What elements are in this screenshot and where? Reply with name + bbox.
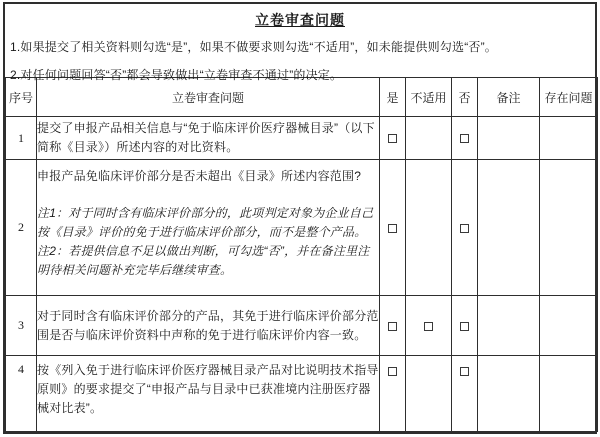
row-number: 2 xyxy=(6,160,37,296)
question-note-1: 注1：对于同时含有临床评价部分的，此项判定对象为企业自己按《目录》评价的免于进行临床评价部分，而不是整个产品。 xyxy=(37,206,374,239)
na-cell xyxy=(406,117,452,160)
no-cell xyxy=(452,117,478,160)
question-paragraph: 对于同时含有临床评价部分的产品，其免于进行临床评价部分范围是否与临床评价资料中声称的免于进行临床评价内容一致。 xyxy=(37,308,379,342)
no-cell xyxy=(452,296,478,356)
page-title: 立卷审查问题 xyxy=(255,12,345,28)
remark-cell xyxy=(478,117,540,160)
remark-cell xyxy=(478,356,540,432)
question-paragraph: 按《列入免于进行临床评价医疗器械目录产品对比说明技术指导原则》的要求提交了“申报产品与目录中已获准境内注册医疗器械对比表”。 xyxy=(37,363,379,415)
remark-cell xyxy=(478,160,540,296)
instruction-note-2: 2.对任何问题回答“否”都会导致做出“立卷审查不通过”的决定。 xyxy=(10,68,343,82)
issues-cell xyxy=(540,356,598,432)
na-checkbox[interactable] xyxy=(424,322,433,331)
question-text xyxy=(37,296,380,356)
header-na: 不适用 xyxy=(406,78,452,117)
header-no: 否 xyxy=(452,78,478,117)
yes-cell xyxy=(380,296,406,356)
header-remark: 备注 xyxy=(478,78,540,117)
row-number: 3 xyxy=(6,296,37,356)
issues-cell xyxy=(540,296,598,356)
header-seq: 序号 xyxy=(6,78,37,117)
question-paragraph: 提交了申报产品相关信息与“免于临床评价医疗器械目录”（以下简称《目录》）所述内容的对比资料。 xyxy=(37,121,375,154)
header-issues: 存在问题 xyxy=(540,78,598,117)
review-table xyxy=(5,77,598,432)
table-row xyxy=(6,296,598,356)
table-row xyxy=(6,160,598,296)
header-question: 立卷审查问题 xyxy=(37,78,380,117)
question-paragraph: 申报产品免临床评价部分是否未超出《目录》所述内容范围? xyxy=(37,169,362,183)
document-sheet xyxy=(3,2,597,434)
header-row xyxy=(6,78,598,117)
issues-cell xyxy=(540,117,598,160)
question-text xyxy=(37,160,380,296)
na-cell xyxy=(406,160,452,296)
na-cell xyxy=(406,296,452,356)
no-checkbox[interactable] xyxy=(460,134,469,143)
question-text xyxy=(37,356,380,432)
question-text xyxy=(37,117,380,160)
yes-cell xyxy=(380,117,406,160)
na-cell xyxy=(406,356,452,432)
yes-cell xyxy=(380,356,406,432)
header-yes: 是 xyxy=(380,78,406,117)
top-section xyxy=(5,4,595,82)
yes-checkbox[interactable] xyxy=(388,367,397,376)
table-row xyxy=(6,356,598,432)
remark-cell xyxy=(478,296,540,356)
table-row xyxy=(6,117,598,160)
row-number: 1 xyxy=(6,117,37,160)
instruction-note-1: 1.如果提交了相关资料则勾选“是”，如果不做要求则勾选“不适用”，如未能提供则勾选“否”。 xyxy=(10,40,497,54)
yes-checkbox[interactable] xyxy=(388,322,397,331)
yes-checkbox[interactable] xyxy=(388,224,397,233)
no-checkbox[interactable] xyxy=(460,322,469,331)
no-cell xyxy=(452,356,478,432)
no-checkbox[interactable] xyxy=(460,367,469,376)
yes-checkbox[interactable] xyxy=(388,134,397,143)
question-note-2: 注2：若提供信息不足以做出判断，可勾选“否”，并在备注里注明待相关问题补充完毕后继续审查。 xyxy=(37,244,370,277)
yes-cell xyxy=(380,160,406,296)
no-cell xyxy=(452,160,478,296)
issues-cell xyxy=(540,160,598,296)
no-checkbox[interactable] xyxy=(460,224,469,233)
row-number: 4 xyxy=(6,356,37,432)
